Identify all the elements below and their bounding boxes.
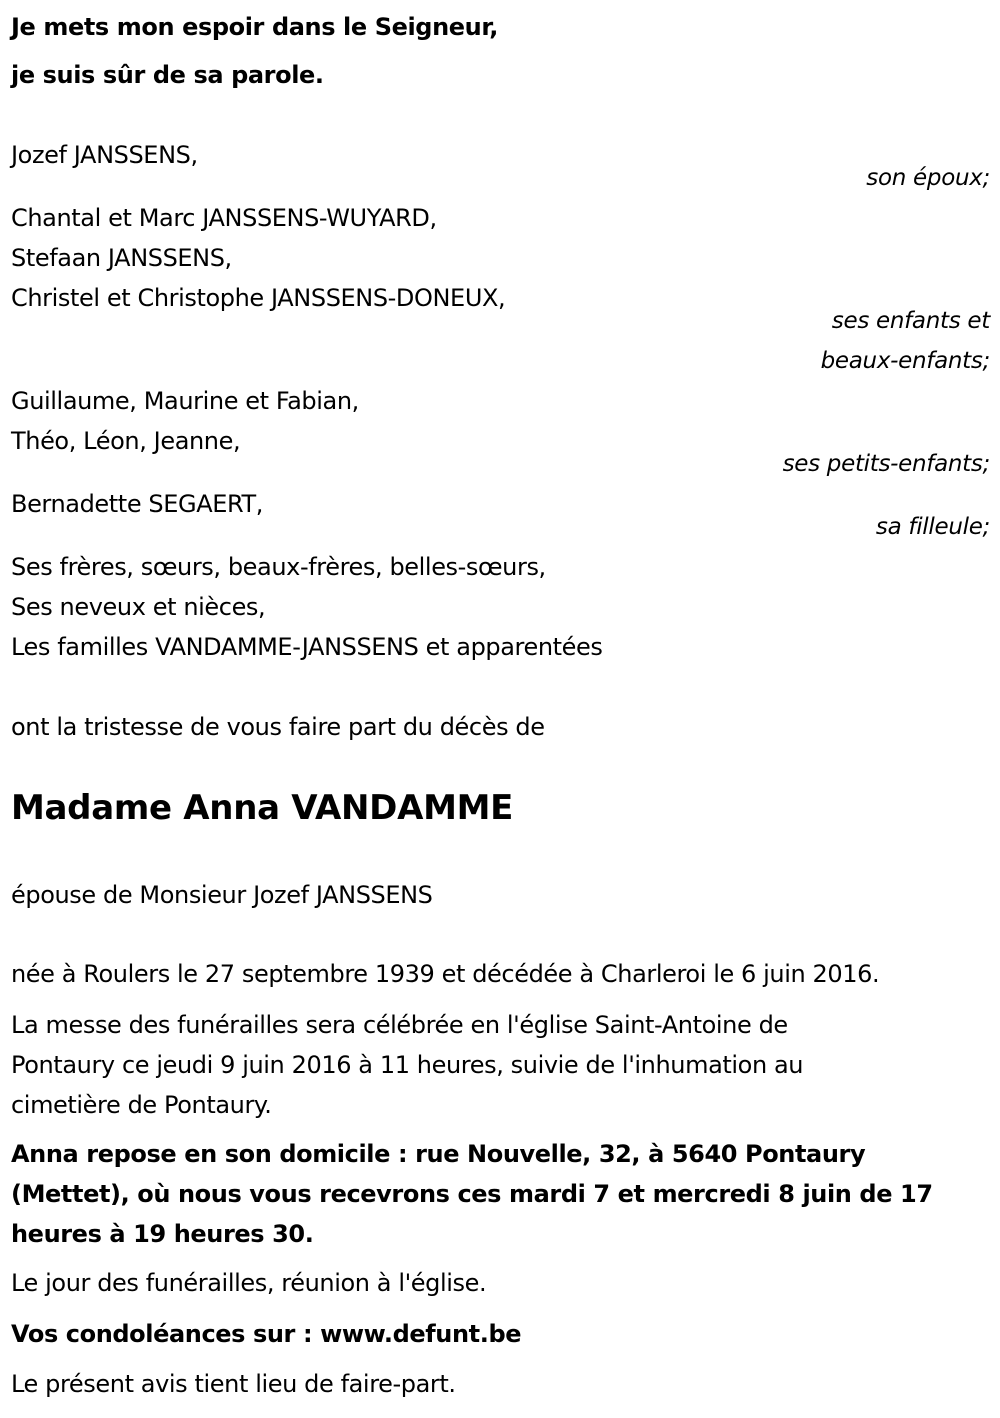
visitation-line-1: Anna repose en son domicile : rue Nouvelle, 32, à 5640 Pontaury [11,1140,866,1168]
others-line-1: Ses frères, sœurs, beaux-frères, belles-sœurs, [11,553,546,581]
visitation-line-2: (Mettet), où nous vous recevrons ces mardi 7 et mercredi 8 juin de 17 [11,1180,933,1208]
verse-line-2: je suis sûr de sa parole. [11,61,324,89]
grandchild-name-1: Guillaume, Maurine et Fabian, [11,387,359,415]
deceased-name: Madame Anna VANDAMME [11,788,514,828]
child-name-3: Christel et Christophe JANSSENS-DONEUX, [11,284,506,312]
grandchild-name-2: Théo, Léon, Jeanne, [11,427,241,455]
condolences-line: Vos condoléances sur : www.defunt.be [11,1320,522,1348]
grandchildren-role: ses petits-enfants; [782,451,990,477]
announcement-text: ont la tristesse de vous faire part du décès de [11,713,545,741]
mass-line-1: La messe des funérailles sera célébrée en l'église Saint-Antoine de [11,1011,788,1039]
verse-line-1: Je mets mon espoir dans le Seigneur, [11,13,498,41]
notice-line: Le présent avis tient lieu de faire-part. [11,1370,456,1398]
spouse-name: Jozef JANSSENS, [11,141,198,169]
meeting-line: Le jour des funérailles, réunion à l'église. [11,1269,487,1297]
mass-line-3: cimetière de Pontaury. [11,1091,272,1119]
others-line-3: Les familles VANDAMME-JANSSENS et apparentées [11,633,603,661]
visitation-line-3: heures à 19 heures 30. [11,1220,314,1248]
goddaughter-name: Bernadette SEGAERT, [11,490,264,518]
children-role-line-1: ses enfants et [831,308,990,334]
children-role-line-2: beaux-enfants; [820,348,990,374]
child-name-2: Stefaan JANSSENS, [11,244,232,272]
birth-death-line: née à Roulers le 27 septembre 1939 et décédée à Charleroi le 6 juin 2016. [11,960,880,988]
spouse-role: son époux; [866,165,990,191]
others-line-2: Ses neveux et nièces, [11,593,266,621]
mass-line-2: Pontaury ce jeudi 9 juin 2016 à 11 heures, suivie de l'inhumation au [11,1051,804,1079]
child-name-1: Chantal et Marc JANSSENS-WUYARD, [11,204,437,232]
goddaughter-role: sa filleule; [875,514,990,540]
spouse-line: épouse de Monsieur Jozef JANSSENS [11,881,433,909]
